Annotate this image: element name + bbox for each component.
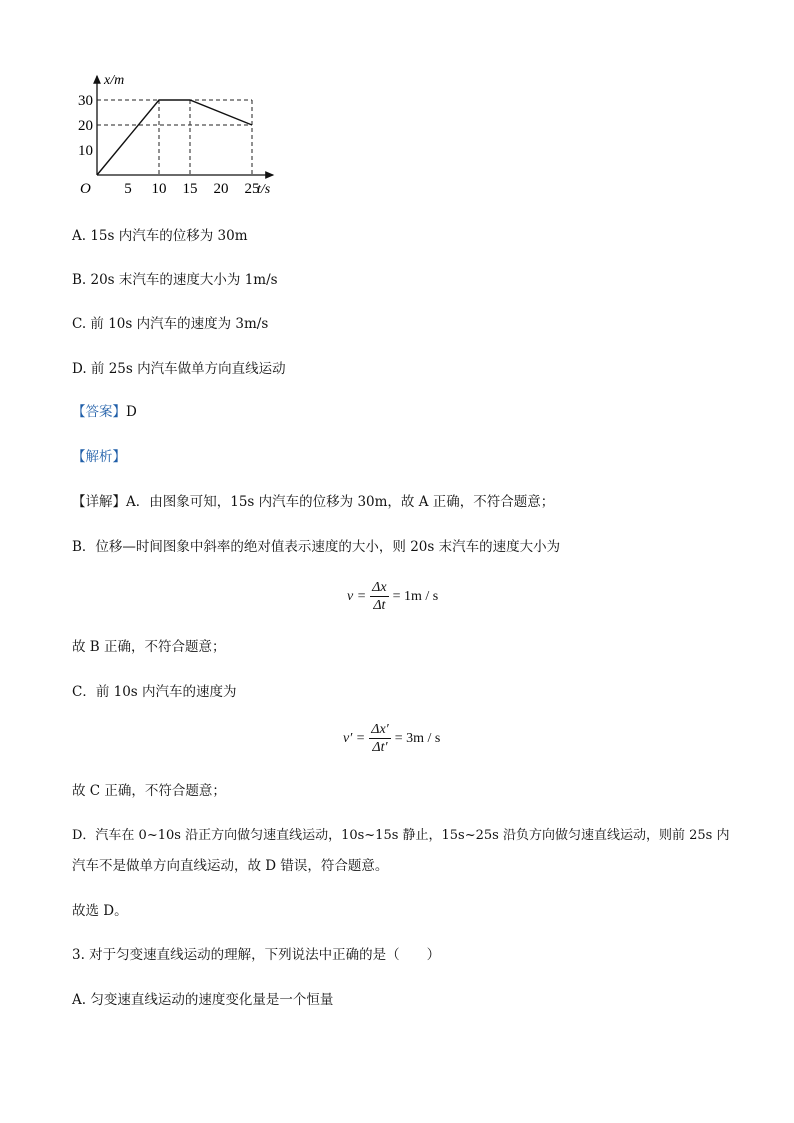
formula2-rhs: = 3m / s — [394, 730, 441, 746]
formula2-lhs: v′ = — [343, 730, 366, 746]
x-tick-label: 15 — [182, 181, 198, 197]
y-tick-label: 10 — [78, 143, 93, 159]
formula1-rhs: = 1m / s — [392, 588, 439, 604]
option-b: B. 20s 末汽车的速度大小为 1m/s — [72, 272, 278, 288]
x-axis-label: t/s — [257, 182, 271, 197]
x-tick-label: 25 — [244, 181, 260, 197]
y-tick-label: 30 — [78, 93, 93, 109]
option-a: A. 15s 内汽车的位移为 30m — [72, 228, 248, 244]
formula1-den: Δt — [373, 598, 386, 614]
detail-c-end: 故 C 正确，不符合题意； — [72, 783, 226, 799]
detail-c: C．前 10s 内汽车的速度为 — [72, 684, 237, 700]
x-tick-label: 10 — [151, 181, 167, 197]
detail-a — [72, 496, 554, 510]
y-axis-label: x/m — [104, 73, 125, 88]
detail-d-line1: D．汽车在 0~10s 沿正方向做匀速直线运动，10s~15s 静止，15s~25s 沿负方向做匀速直线运动，则前 25s 内 — [72, 828, 730, 843]
question-3-option-a: A. 匀变速直线运动的速度变化量是一个恒量 — [72, 992, 334, 1008]
answer-line — [72, 406, 137, 420]
analysis-tag: 【解析】 — [72, 449, 126, 465]
formula1-num: Δx — [370, 580, 388, 597]
formula-velocity-b — [347, 580, 438, 614]
answer-tag: 【答案】 — [72, 404, 126, 420]
x-tick-label: 5 — [124, 181, 132, 197]
answer-value: D — [126, 404, 137, 420]
detail-a-text: A．由图象可知，15s 内汽车的位移为 30m，故 A 正确，不符合题意； — [126, 494, 555, 510]
detail-d-line2: 汽车不是做单方向直线运动，故 D 错误，符合题意。 — [72, 858, 389, 874]
formula2-den: Δt′ — [372, 740, 388, 756]
detail-tag: 【详解】 — [72, 494, 126, 510]
x-tick-label: 20 — [213, 181, 229, 197]
detail-b: B．位移—时间图象中斜率的绝对值表示速度的大小，则 20s 末汽车的速度大小为 — [72, 539, 561, 555]
question-3-stem: 3. 对于匀变速直线运动的理解，下列说法中正确的是（ ） — [72, 947, 441, 963]
xt-graph — [68, 68, 298, 198]
formula1-lhs: v = — [347, 588, 367, 604]
y-tick-label: 20 — [78, 118, 93, 134]
formula-velocity-c — [343, 722, 440, 756]
origin-label: O — [80, 181, 91, 197]
formula2-fraction — [369, 722, 391, 756]
option-c: C. 前 10s 内汽车的速度为 3m/s — [72, 316, 269, 332]
conclusion: 故选 D。 — [72, 903, 128, 919]
detail-b-end: 故 B 正确，不符合题意； — [72, 639, 226, 655]
formula1-fraction — [370, 580, 388, 614]
position-line — [97, 100, 252, 175]
option-d: D. 前 25s 内汽车做单方向直线运动 — [72, 361, 286, 377]
formula2-num: Δx′ — [369, 722, 391, 739]
